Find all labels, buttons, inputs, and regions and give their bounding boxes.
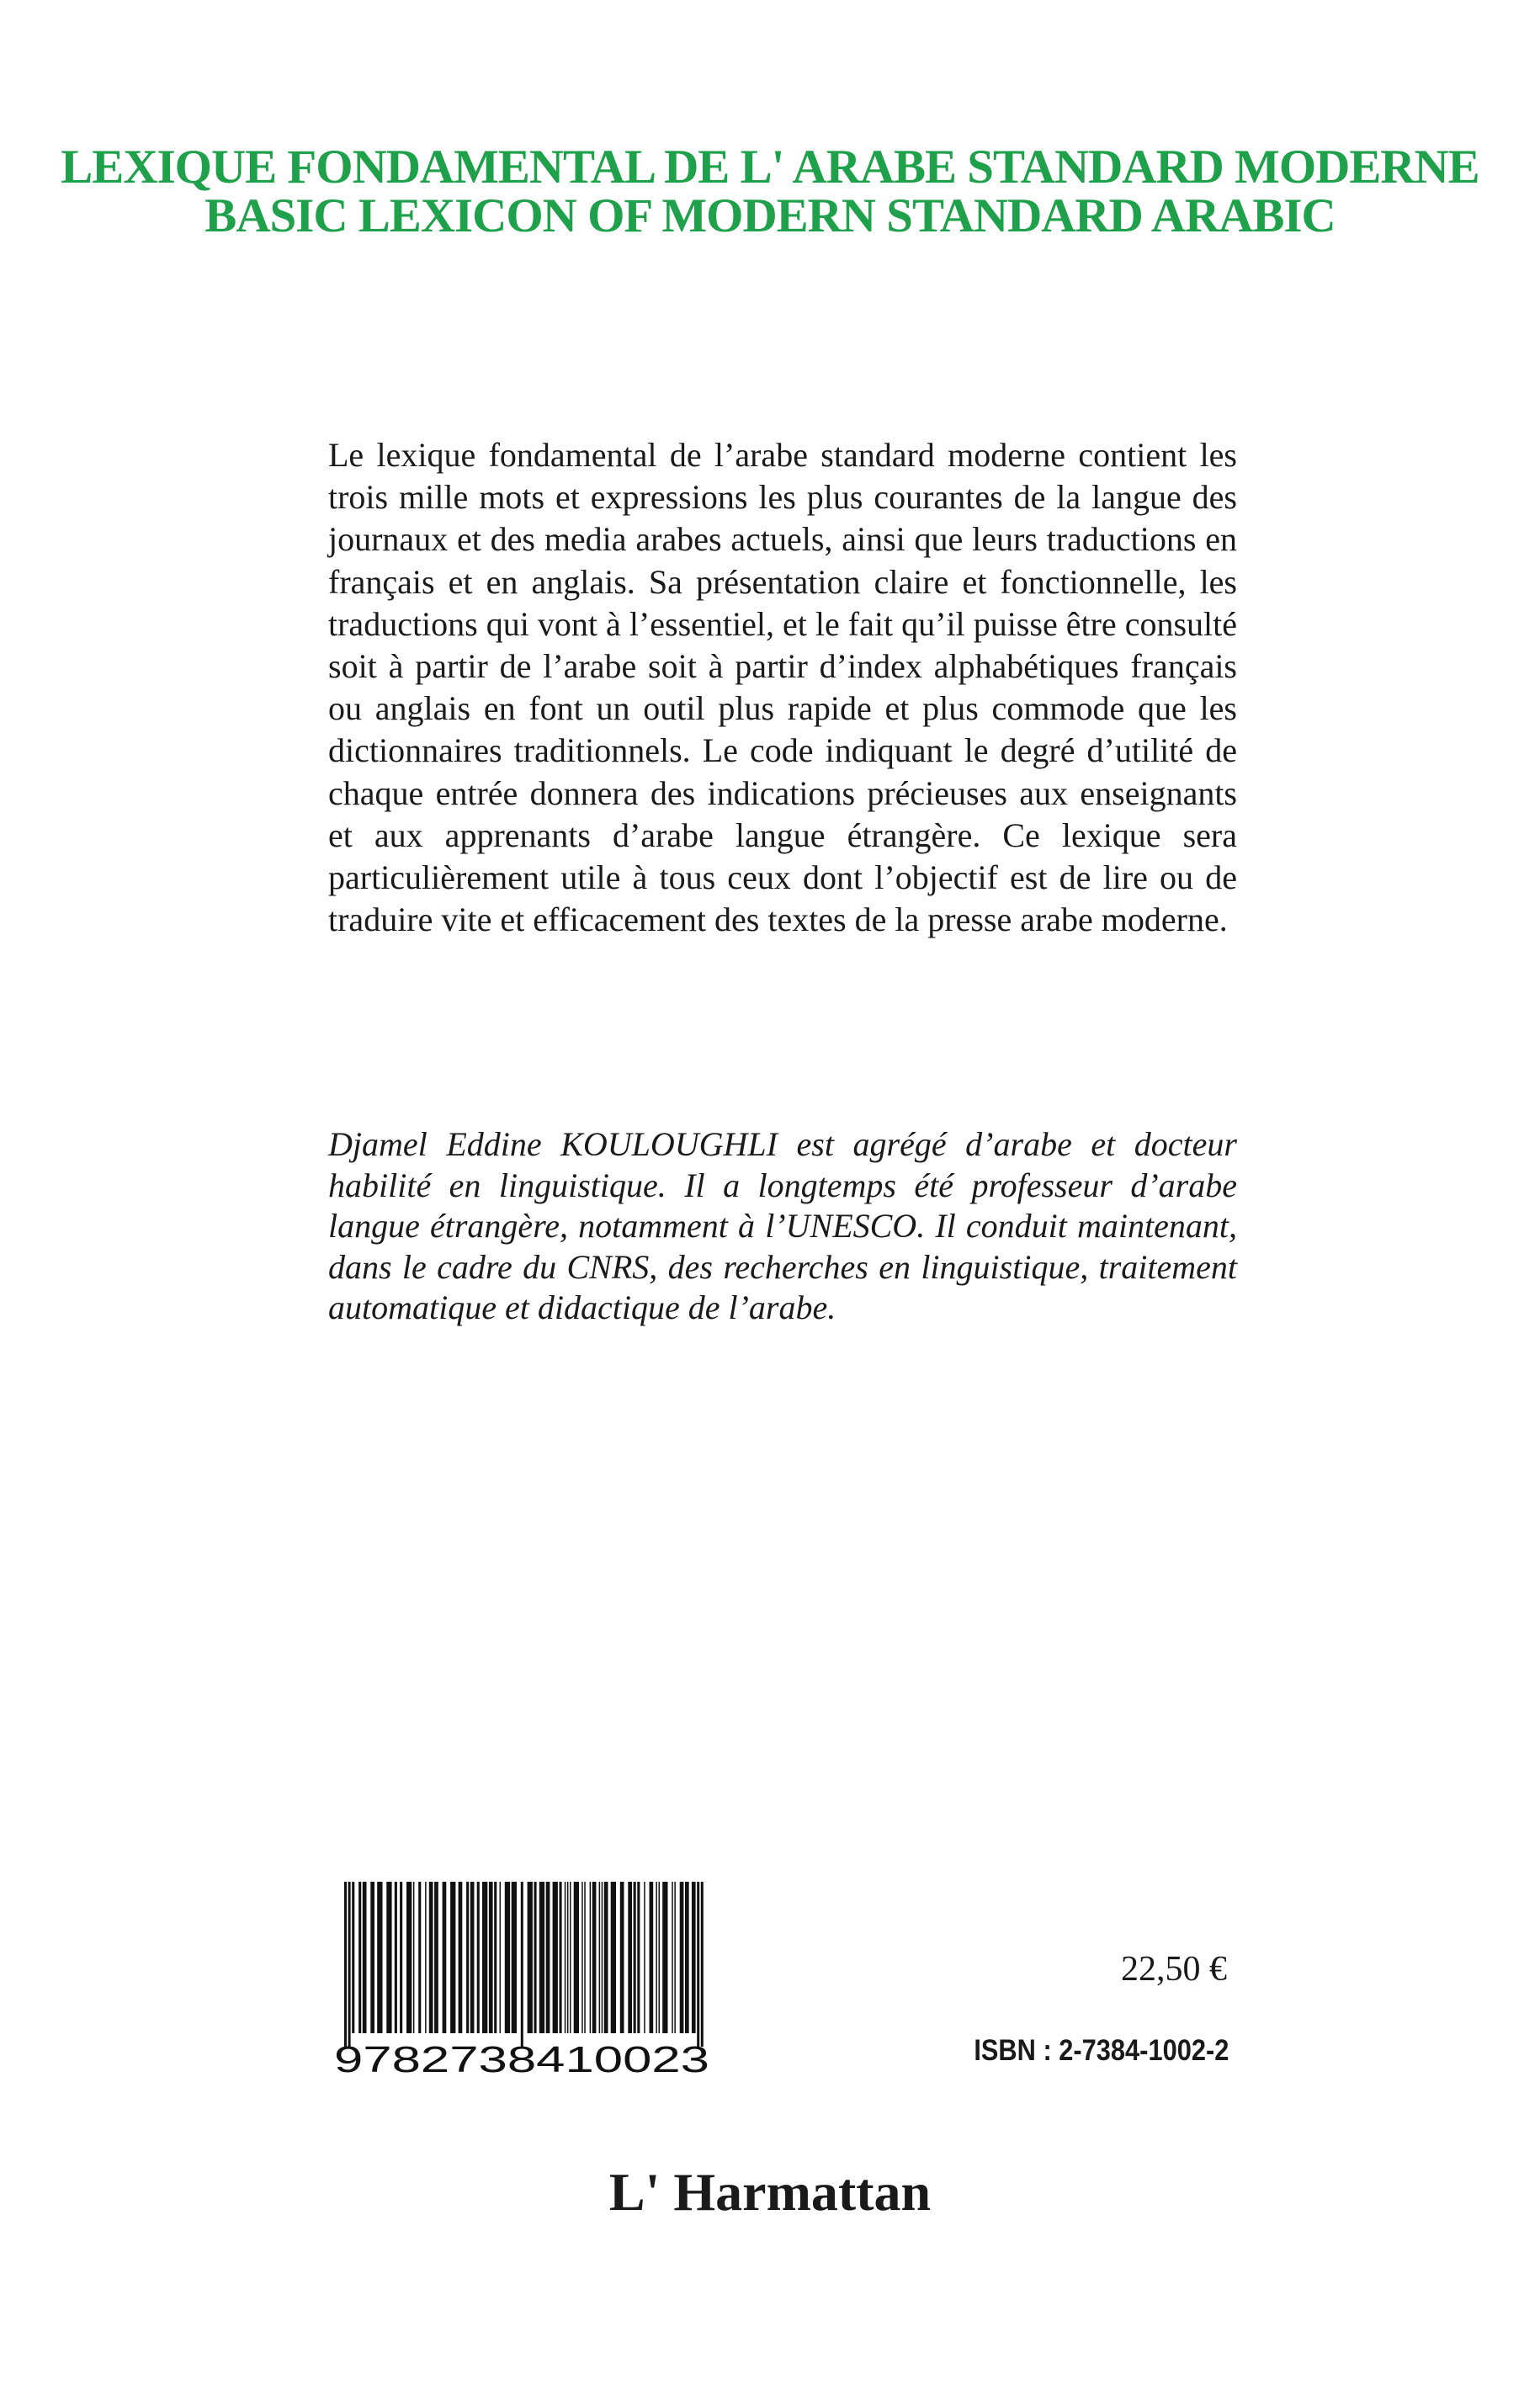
barcode-bar [413,1882,415,2033]
barcode-bar [489,1882,493,2033]
barcode-bar [674,1882,676,2033]
barcode-icon [332,1882,711,2075]
barcode-bar [352,1882,354,2033]
barcode-bar [377,1882,382,2033]
barcode-bar [512,1882,517,2033]
barcode-bar [701,1882,704,2047]
barcode-bar [697,1882,699,2047]
barcode-bar [386,1882,391,2033]
barcode-bar [434,1882,438,2033]
barcode-bar [348,1882,351,2047]
barcode-bar [685,1882,689,2033]
barcode-bar [662,1882,667,2033]
barcode-bar [406,1882,412,2033]
barcode-bar [644,1882,645,2033]
barcode-bar [418,1882,421,2033]
barcode-bar [650,1882,654,2033]
barcode-bar [443,1882,447,2033]
barcode-bar [553,1882,558,2033]
title-french: LEXIQUE FONDAMENTAL DE L' ARABE STANDARD MODERNE [61,141,1479,194]
barcode-bar [574,1882,579,2033]
barcode-bar [560,1882,562,2033]
barcode-bar [425,1882,427,2033]
barcode-bar [592,1882,597,2033]
barcode-bar [692,1882,696,2033]
barcode-bar [528,1882,533,2033]
barcode-bar [500,1882,502,2033]
barcode-bar [450,1882,455,2033]
barcode-bar [620,1882,624,2033]
barcode-bar [470,1882,475,2033]
barcode-bar [494,1882,497,2033]
barcode-bar [466,1882,469,2033]
barcode-bar [565,1882,566,2033]
barcode-bar [611,1882,616,2033]
barcode-bar [534,1882,537,2033]
barcode-bar [567,1882,569,2033]
barcode-bar [570,1882,571,2033]
barcode-bar [680,1882,684,2033]
barcode-bar [429,1882,433,2033]
barcode-bar [656,1882,657,2033]
barcode-digits: 9782738410023 [334,2039,709,2075]
title-english: BASIC LEXICON OF MODERN STANDARD ARABIC [204,189,1336,242]
barcode-bar [477,1882,480,2033]
barcode-bar [358,1882,361,2033]
barcode-bar [521,1882,523,2047]
barcode-bar [395,1882,397,2033]
barcode-bar [584,1882,586,2033]
barcode-bar [546,1882,550,2033]
barcode-bar [599,1882,601,2033]
barcode-bar [459,1882,463,2033]
author-biography: Djamel Eddine KOULOUGHLI est agrégé d’arabe et docteur habilité en linguistique. Il a longtemps été professeur d’arabe langue étrangère, notamment à l’UNESCO. Il conduit maintenant, dans le cadre du CNRS, des recherches en linguistique, traitement automatique et didactique de l’arabe. [328,1125,1237,1326]
barcode-bar [363,1882,367,2033]
barcode-bar [370,1882,374,2033]
barcode-bar [604,1882,608,2033]
price: 22,50 € [1121,1950,1227,1989]
barcode-bar [539,1882,544,2033]
isbn: ISBN : 2-7384-1002-2 [973,2034,1229,2067]
barcode-bar [628,1882,632,2033]
barcode-bar [400,1882,402,2033]
barcode-bar [672,1882,673,2033]
barcode-bar [637,1882,640,2033]
barcode-bar [581,1882,583,2033]
publisher-name: L' Harmattan [608,2162,932,2222]
barcode-bar [505,1882,510,2033]
barcode-bar [344,1882,347,2047]
barcode-bar [659,1882,661,2033]
barcode-bar [482,1882,487,2033]
barcode-bar [602,1882,603,2033]
barcode-bar [590,1882,592,2033]
barcode-bar [634,1882,636,2033]
book-description: Le lexique fondamental de l’arabe standard moderne contient les trois mille mots et expressions les plus courantes de la langue des journaux et des media arabes actuels, ainsi que leurs traductions en français et en anglais. Sa présentation claire et fonctionnelle, les traductions qui vont à l’essentiel, et le fait qu’il puisse être consulté soit à partir de l’arabe soit à partir d’index alphabétiques français ou anglais en font un outil plus rapide et plus commode que les dictionnaires traditionnels. Le code indiquant le degré d’utilité de chaque entrée donnera des indications précieuses aux enseignants et aux apprenants d’arabe langue étrangère. Ce lexique sera particulièrement utile à tous ceux dont l’objectif est de lire ou de traduire vite et efficacement des textes de la presse arabe moderne. [328,436,1237,939]
